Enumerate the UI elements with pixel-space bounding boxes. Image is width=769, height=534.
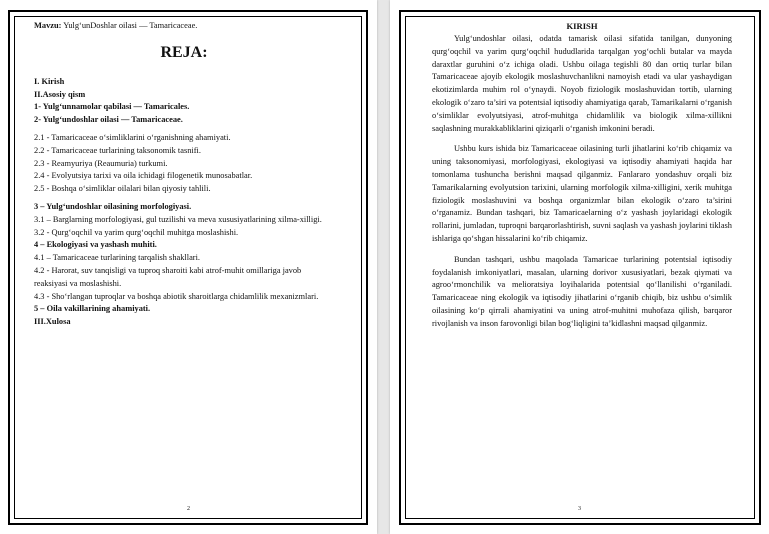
plan-item: 2.2 - Tamaricaceae turlarining taksonomik tasnifi. bbox=[34, 145, 201, 155]
plan-item: 1- Yulg‘unnamolar qabilasi — Tamaricales. bbox=[34, 102, 190, 112]
paragraph: Bundan tashqari, ushbu maqolada Tamaricae turlarining potentsial iqtisodiy foydalanish imkoniyatlari, masalan, ularning dorivor xususiyatlari, bezak qiymati va agroo‘rmonchilik va melioratsiya loyihalarida potentsial qo‘llanilishi o‘rganiladi. Tamaricaceae ning ekologik va iqtisodiy jihatlarini o‘rganib chiqib, biz ushbu o‘simlik oilasining ko‘p qirrali ahamiyatini va uning atrof-muhitni muhofaza qilish, barqaror rivojlanish va inson farovonligi bilan bog‘liqligini ta’kidlashni maqsad qilganmiz. bbox=[432, 254, 732, 328]
section-heading: KIRISH bbox=[566, 21, 598, 31]
paragraph: Yulg‘undoshlar oilasi, odatda tamarisk oilasi sifatida tanilgan, dunyoning qurg‘oqchil va yarim qurg‘oqchil hududlarida tarqalgan yog‘ochli butalar va mayda daraxtlar guruhini o‘z ichiga oladi. Ushbu oilaga tegishli 80 dan ortiq turlar bilan Tamaricaceae ajoyib ekologik moslashuvchanlikni namoyish etadi va ular yashaydigan ekotizimlarda muhim rol o‘ynaydi. Noyob fiziologik moslashuvidan tortib, ularning ekologik o‘zaro ta’siri va potentsial iqtisodiy ahamiyatiga qarab, Tamarikalarni o‘rganish o‘simliklar evolyutsiyasi, atrof-muhitga chidamlilik va biologik xilma-xillikni saqlashning murakkabliklarini qiziqarli o‘rganish imkonini beradi. bbox=[432, 34, 732, 133]
plan-item: 2- Yulg‘undoshlar oilasi — Tamaricaceae. bbox=[34, 115, 183, 125]
topic-label: Mavzu: bbox=[34, 21, 62, 30]
plan-item: 4.3 - Sho‘rlangan tuproqlar va boshqa abiotik sharoitlarga chidamlilik mexanizmlari. bbox=[34, 291, 319, 301]
document-page-right bbox=[390, 0, 769, 534]
page-number: 3 bbox=[578, 506, 581, 512]
document-page-left bbox=[0, 0, 377, 534]
topic-text: Yulg‘unDoshlar oilasi — Tamaricaceae. bbox=[61, 21, 198, 30]
plan-item: 2.1 - Tamaricaceae o‘simliklarini o‘rganishning ahamiyati. bbox=[34, 132, 231, 142]
plan-content bbox=[34, 20, 334, 329]
plan-item: 3.2 - Qurg‘oqchil va yarim qurg‘oqchil muhitga moslashishi. bbox=[34, 227, 239, 237]
plan-heading: REJA: bbox=[160, 43, 208, 61]
plan-item: 2.5 - Boshqa o‘simliklar oilalari bilan qiyosiy tahlili. bbox=[34, 184, 211, 194]
plan-item: 2.3 - Reamyuriya (Reaumuria) turkumi. bbox=[34, 158, 168, 168]
topic-line bbox=[34, 20, 334, 33]
introduction-content bbox=[432, 20, 732, 339]
plan-item: 3 – Yulg‘undoshlar oilasining morfologiyasi. bbox=[34, 201, 192, 211]
plan-item: 4 – Ekologiyasi va yashash muhiti. bbox=[34, 240, 157, 250]
plan-item: 2.4 - Evolyutsiya tarixi va oila ichidagi filogenetik munosabatlar. bbox=[34, 171, 253, 181]
plan-item: 5 – Oila vakillarining ahamiyati. bbox=[34, 304, 151, 314]
page-number: 2 bbox=[187, 506, 190, 512]
plan-list bbox=[34, 76, 334, 329]
plan-item: 3.1 – Barglarning morfologiyasi, gul tuzilishi va meva xususiyatlarining xilma-xilligi. bbox=[34, 214, 322, 224]
plan-item: 4.2 - Harorat, suv tanqisligi va tuproq sharoiti kabi atrof-muhit omillariga javob reaksiyasi va moslashishi. bbox=[34, 265, 302, 288]
plan-item: II.Asosiy qism bbox=[34, 89, 86, 99]
plan-item: 4.1 – Tamaricaceae turlarining tarqalish shakllari. bbox=[34, 253, 200, 263]
plan-item: I. Kirish bbox=[34, 76, 65, 86]
plan-item: III.Xulosa bbox=[34, 317, 71, 327]
paragraph: Ushbu kurs ishida biz Tamaricaceae oilasining turli jihatlarini ko‘rib chiqamiz va uning taksonomiyasi, morfologiyasi, ekologiyasi va iqtisodiy ahamiyati haqida har tomonlama tushuncha berishni maqsad qilganmiz. Fanlararo yondashuv orqali biz Tamarikalarning evolyutsion tarixini, ularning morfologik xilma-xilligini, xerik muhitga fiziologik moslashuvini va boshqa organizmlar bilan ekologik o‘zaro ta’sirini o‘rganamiz. Bundan tashqari, biz Tamaricaelarning o‘z yashash joylaridagi ekologik rollarini, jumladan, tuproqni barqarorlashtirish, suvni saqlash va yashash joylarini tiklash ishlariga qo‘shgan hissalarini ko‘rib chiqamiz. bbox=[432, 144, 732, 243]
